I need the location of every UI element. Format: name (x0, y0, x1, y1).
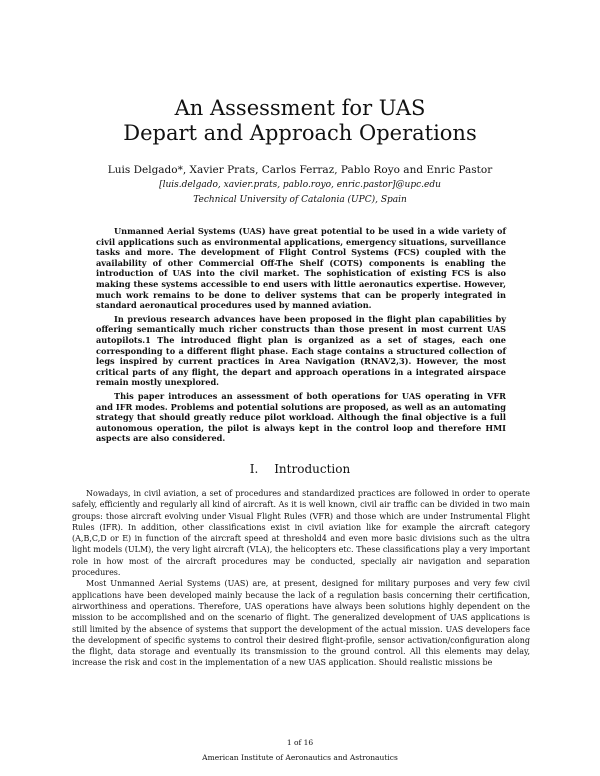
abstract-paragraph-1: Unmanned Aerial Systems (UAS) have great potential to be used in a wide variety of civil applications such as environmental applications, emergency situations, surveillance tasks and more. The development of Flight Control Systems (FCS) coupled with the availability of other Commercial Off-The Shelf (COTS) components is enabling the introduction of UAS into the civil market. The sophistication of existing FCS is also making these systems accessible to end users with little aeronautics expertise. However, much work remains to be done to deliver systems that can be properly integrated in standard aeronautical procedures used by manned aviation. (96, 226, 506, 311)
section-heading (0, 462, 600, 476)
abstract-paragraph-3: This paper introduces an assessment of both operations for UAS operating in VFR and IFR modes. Problems and potential solutions are proposed, as well as an automating strategy that should greatly reduce pilot workload. Although the final objective is a full autonomous operation, the pilot is always kept in the control loop and therefore HMI aspects are also considered. (96, 390, 506, 444)
body-paragraph-2: Most Unmanned Aerial Systems (UAS) are, at present, designed for military purposes and very few civil applications have been developed mainly because the lack of a regulation basis concerning their certification, airworthiness and operations. Therefore, UAS operations have always been solutions highly dependent on the mission to be accomplished and on the scenario of flight. The generalized development of UAS applications is still limited by the absence of systems that support the development of the actual mission. UAS developers face the development of specific systems to control their desired flight-profile, sensor activation/configuration along the flight, data storage and eventually its transmission to the ground control. All this elements may delay, increase the risk and cost in the implementation of a new UAS application. Should realistic missions be (72, 579, 530, 668)
abstract (96, 226, 506, 447)
author-affiliation: Technical University of Catalonia (UPC), Spain (193, 195, 407, 205)
title-line-1: An Assessment for UAS (174, 96, 426, 120)
abstract-paragraph-2: In previous research advances have been proposed in the flight plan capabilities by offering semantically much richer constructs than those present in most current UAS autopilots.1 The introduced flight plan is organized as a set of stages, each one corresponding to a different flight phase. Each stage contains a structured collection of legs inspired by current practices in Area Navigation (RNAV2,3). However, the most critical parts of any flight, the depart and approach operations in a integrated airspace remain mostly unexplored. (96, 313, 506, 388)
section-number: I. (249, 462, 259, 476)
body-paragraph-1: Nowadays, in civil aviation, a set of procedures and standardized practices are followed in order to operate safely, efficiently and regularly all kind of aircraft. As it is well known, civil air traffic can be divided in two main groups: those aircraft evolving under Visual Flight Rules (VFR) and those which are under Instrumental Flight Rules (IFR). In addition, other classifications exist in civil aviation like for example the aircraft category (A,B,C,D or E) in function of the aircraft speed at threshold4 and even more basic divisions such as the ultra light models (ULM), the very light aircraft (VLA), the helicopters etc. These classifications play a very important role in how most of the aircraft procedures may be conducted, specially air navigation and separation procedures. (72, 489, 530, 578)
author-list: Luis Delgado*, Xavier Prats, Carlos Ferraz, Pablo Royo and Enric Pastor (107, 164, 493, 176)
paper-title (0, 96, 600, 146)
author-emails: [luis.delgado, xavier.prats, pablo.royo, enric.pastor]@upc.edu (159, 180, 441, 190)
section-title: Introduction (274, 462, 351, 476)
title-line-2: Depart and Approach Operations (123, 121, 477, 145)
page-footer: American Institute of Aeronautics and Astronautics (202, 753, 398, 762)
section-body (72, 488, 530, 669)
page-number: 1 of 16 (286, 738, 314, 747)
